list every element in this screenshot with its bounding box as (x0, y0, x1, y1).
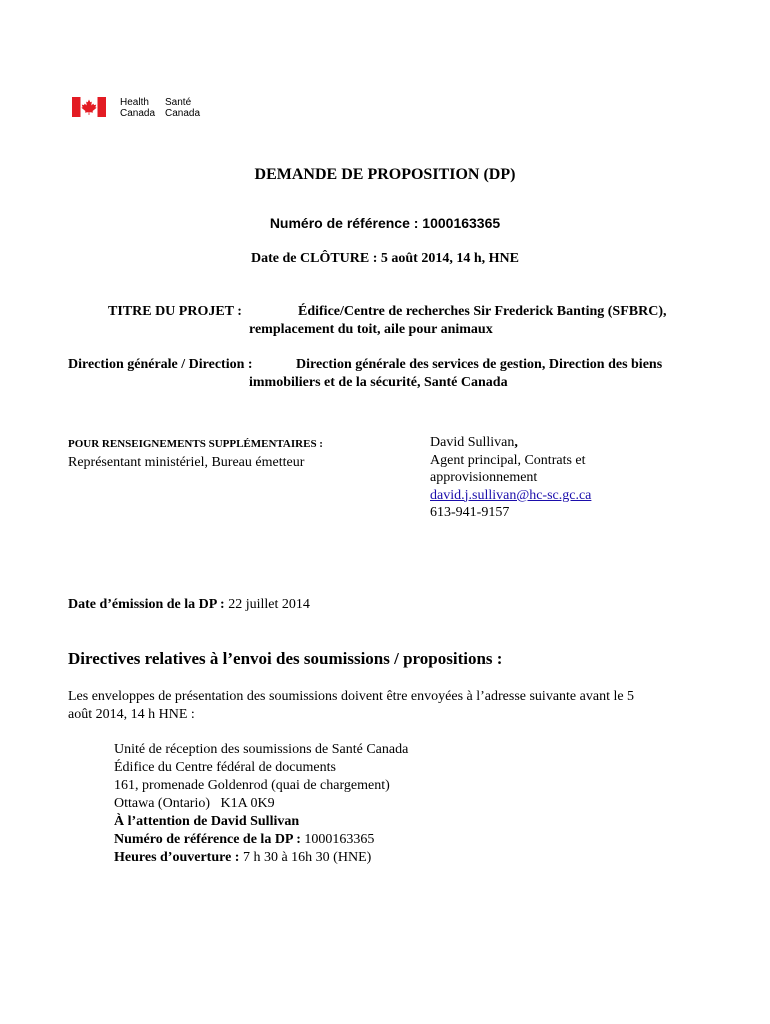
contact-name: David Sullivan, (430, 435, 518, 450)
address-hours: Heures d’ouverture : 7 h 30 à 16h 30 (HNE) (114, 850, 372, 865)
issue-date-label: Date d’émission de la DP : (68, 597, 225, 612)
direction-value-line2: immobiliers et de la sécurité, Santé Canada (249, 375, 508, 390)
reference-number: Numéro de référence : 1000163365 (269, 215, 501, 231)
address-line2: Édifice du Centre fédéral de documents (114, 760, 336, 775)
canada-flag-icon (72, 97, 106, 117)
contact-phone: 613-941-9157 (430, 505, 510, 520)
contact-email-link[interactable]: david.j.sullivan@hc-sc.gc.ca (430, 487, 592, 503)
document-title: DEMANDE DE PROPOSITION (DP) (254, 166, 516, 183)
project-title-value-line2: remplacement du toit, aile pour animaux (249, 322, 493, 337)
address-line1: Unité de réception des soumissions de Santé Canada (114, 742, 409, 757)
more-info-label: POUR RENSEIGNEMENTS SUPPLÉMENTAIRES : (68, 438, 323, 450)
contact-title-line1: Agent principal, Contrats et (430, 452, 586, 468)
project-title-label: TITRE DU PROJET : (108, 304, 242, 319)
contact-title-line2: approvisionnement (430, 470, 538, 485)
directives-paragraph: Les enveloppes de présentation des soumissions doivent être envoyées à l’adresse suivante avant le 5 août 2014, 14 h HNE : (68, 689, 635, 722)
address-attention: À l’attention de David Sullivan (114, 814, 300, 829)
address-line3: 161, promenade Goldenrod (quai de chargement) (114, 778, 390, 793)
issue-date (68, 596, 310, 614)
logo-french-wordmark: Santé Canada (165, 97, 201, 119)
contact-block (430, 434, 591, 522)
address-line4: Ottawa (Ontario) K1A 0K9 (114, 796, 275, 811)
project-title-value-line1: Édifice/Centre de recherches Sir Frederick Banting (SFBRC), (298, 304, 667, 319)
closing-date: Date de CLÔTURE : 5 août 2014, 14 h, HNE (251, 251, 519, 266)
direction-label: Direction générale / Direction : (68, 357, 253, 372)
issue-date-value: 22 juillet 2014 (224, 597, 310, 612)
address-reference: Numéro de référence de la DP : 1000163365 (114, 832, 375, 847)
delivery-address (114, 741, 408, 867)
departmental-representative: Représentant ministériel, Bureau émetteur (68, 455, 305, 470)
direction-value-line1: Direction générale des services de gestion, Direction des biens (296, 357, 663, 372)
directives-heading: Directives relatives à l’envoi des soumissions / propositions : (68, 649, 503, 668)
logo-english-wordmark: Health Canada (120, 97, 156, 119)
